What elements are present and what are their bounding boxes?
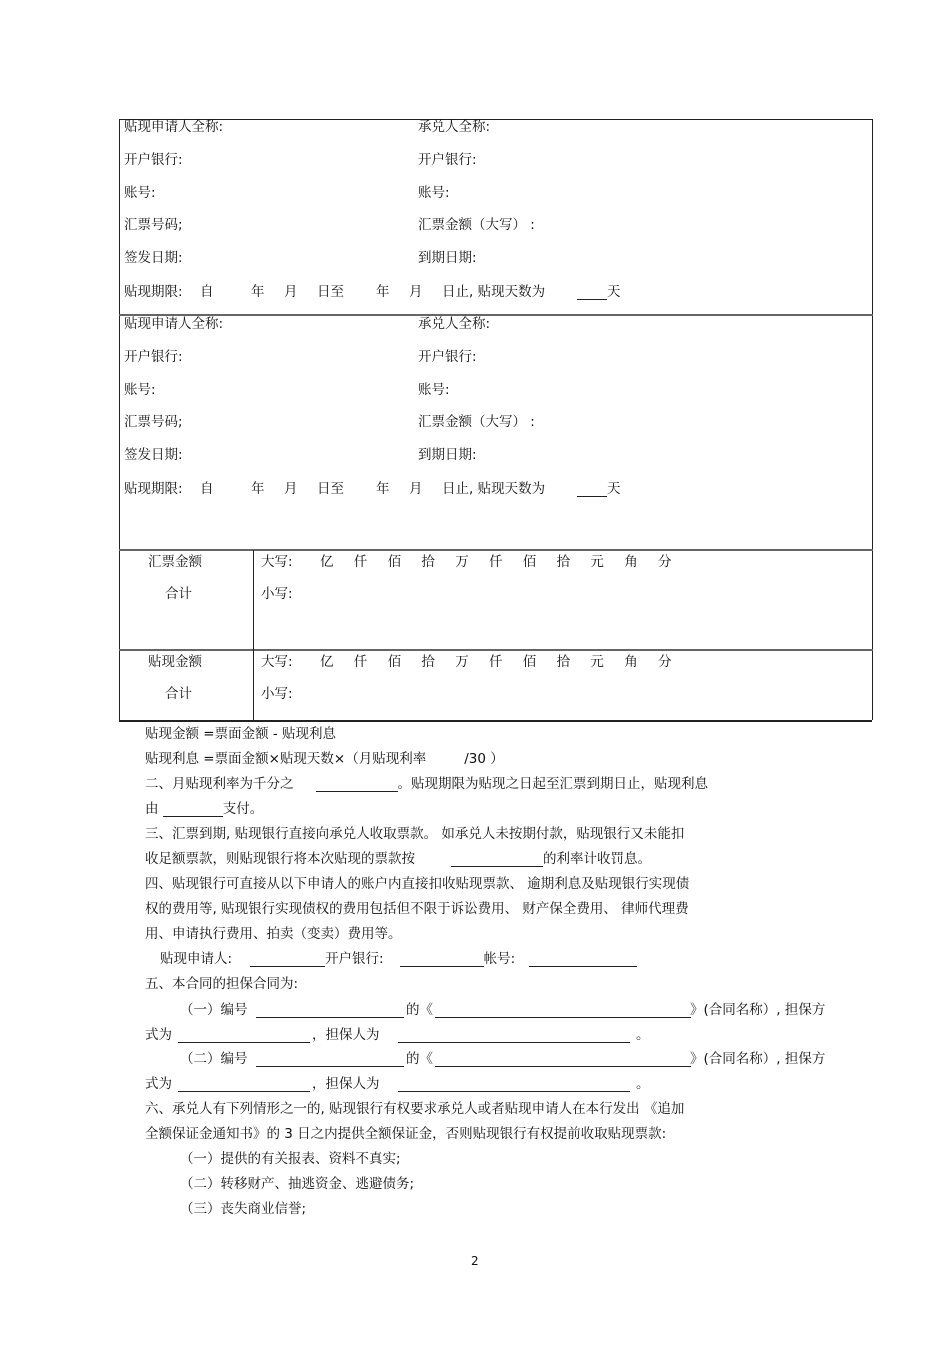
field-label-applicant: 贴现申请人全称: (124, 316, 224, 332)
clause-2-line2 (145, 801, 263, 817)
field-label-acct-l: 账号: (124, 185, 156, 201)
unit-0: 亿 (320, 554, 334, 570)
period-text: 月 (284, 481, 298, 497)
period-text: 年 (251, 284, 265, 300)
guarantee-no-label: （二）编号 (180, 1051, 248, 1067)
clause-4-line3: 用、申请执行费用、拍卖（变卖）费用等。 (145, 926, 402, 942)
unit-10: 分 (658, 554, 672, 570)
field-label-billno: 汇票号码; (124, 414, 183, 430)
clause-text: 支付。 (222, 801, 264, 817)
unit-8: 元 (590, 554, 604, 570)
clause-5: 五、本合同的担保合同为: (145, 976, 299, 992)
total-label: 汇票金额 (148, 554, 202, 570)
field-label-due: 到期日期: (418, 447, 477, 463)
formula-discount-amount: 贴现金额 =票面金额 - 贴现利息 (145, 726, 337, 742)
uppercase-label: 大写: (261, 554, 293, 570)
applicant-label: 贴现申请人: (160, 951, 233, 967)
formula-text: 贴现利息 =票面金额×贴现天数×（月贴现利率 (145, 751, 427, 767)
unit-7: 拾 (556, 554, 571, 570)
field-label-bank-r: 开户银行: (418, 152, 477, 168)
formula-discount-interest (145, 751, 504, 767)
contract-name-blank[interactable] (435, 1002, 691, 1018)
unit-8: 元 (590, 654, 604, 670)
unit-5: 仟 (489, 554, 503, 570)
contract-open-quote: 的《 (406, 1002, 433, 1018)
clause-text: 的利率计收罚息。 (543, 851, 651, 867)
clause-4-line2: 权的费用等, 贴现银行实现债权的费用包括但不限于诉讼费用、 财产保全费用、 律师代理费 (145, 901, 689, 917)
clause-6-line1: 六、承兑人有下列情形之一的, 贴现银行有权要求承兑人或者贴现申请人在本行发出 《追加 (145, 1101, 685, 1117)
guarantor-label: ，担保人为 (312, 1027, 380, 1043)
lowercase-label: 小写: (261, 586, 293, 602)
rate-blank[interactable] (316, 777, 398, 792)
period-text: 日止, 贴现天数为 (442, 481, 546, 497)
contract-close-quote: 》(合同名称）, 担保方 (690, 1051, 826, 1067)
clause-2-line1 (145, 776, 708, 792)
lowercase-label: 小写: (261, 686, 293, 702)
field-label-bank-l: 开户银行: (124, 152, 183, 168)
period-text: 日止, 贴现天数为 (442, 284, 546, 300)
unit-2: 佰 (387, 554, 402, 570)
field-label-amount: 汇票金额（大写） : (418, 217, 535, 233)
applicant-blank[interactable] (250, 952, 325, 967)
unit-1: 仟 (353, 554, 368, 570)
unit-1: 仟 (353, 654, 368, 670)
clause-3-line2 (145, 851, 651, 867)
clause-text: 由 (145, 801, 159, 817)
table-border-top (119, 119, 872, 120)
total-label: 合计 (165, 686, 192, 702)
field-label-acct-l: 账号: (124, 382, 156, 398)
clause-6-item: （二）转移财产、抽逃资金、逃避债务; (180, 1176, 415, 1192)
bank-label: 开户银行: (325, 951, 384, 967)
period-text: 月 (409, 284, 423, 300)
guarantee-mode-blank[interactable] (178, 1027, 310, 1043)
bank-blank[interactable] (400, 952, 484, 967)
field-label-bank-r: 开户银行: (418, 349, 477, 365)
guarantee-no-label: （一）编号 (180, 1002, 248, 1018)
unit-6: 佰 (522, 554, 537, 570)
days-blank[interactable] (577, 284, 607, 300)
clause-3-line1: 三、汇票到期, 贴现银行直接向承兑人收取票款。 如承兑人未按期付款，贴现银行又未能扣 (145, 826, 685, 842)
contract-close-quote: 》(合同名称）, 担保方 (690, 1002, 826, 1018)
unit-10: 分 (658, 654, 672, 670)
clause-4-line1: 四、贴现银行可直接从以下申请人的账户内直接扣收贴现票款、 逾期利息及贴现银行实现债 (145, 876, 690, 892)
contract-no-blank[interactable] (256, 1002, 404, 1018)
guarantor-blank[interactable] (398, 1027, 630, 1043)
unit-3: 拾 (421, 554, 435, 570)
period-text: 月 (284, 284, 298, 300)
table-border-right (872, 119, 873, 720)
unit-7: 拾 (556, 654, 571, 670)
table-divider (119, 314, 873, 316)
period-text: 贴现期限: (124, 284, 183, 300)
unit-0: 亿 (320, 654, 334, 670)
guarantor-label: ，担保人为 (312, 1076, 380, 1092)
period-text: 年 (376, 284, 390, 300)
table-border-bottom (119, 720, 872, 722)
field-label-issue: 签发日期: (124, 250, 183, 266)
period-text: 年 (376, 481, 390, 497)
payer-blank[interactable] (163, 802, 223, 817)
guarantee-mode-label: 式为 (145, 1027, 172, 1043)
period-text: 日至 (317, 284, 344, 300)
table-divider (119, 649, 873, 651)
page-number: 2 (471, 1254, 479, 1268)
period-mark: 。 (636, 1027, 650, 1043)
guarantor-blank[interactable] (398, 1076, 630, 1092)
clause-6-item: （一）提供的有关报表、资料不真实; (180, 1151, 401, 1167)
clause-text: 二、月贴现利率为千分之 (145, 776, 294, 792)
unit-3: 拾 (421, 654, 435, 670)
period-text: 天 (607, 284, 621, 300)
clause-text: 。贴现期限为贴现之日起至汇票到期日止，贴现利息 (397, 776, 708, 792)
unit-9: 角 (624, 554, 638, 570)
formula-text: /30 ） (464, 751, 504, 767)
clause-6-line2: 全额保证金通知书》的 3 日之内提供全额保证金，否则贴现银行有权提前收取贴现票款: (145, 1126, 667, 1142)
account-blank[interactable] (529, 952, 637, 967)
field-label-billno: 汇票号码; (124, 217, 183, 233)
field-label-acct-r: 账号: (418, 185, 450, 201)
guarantee-mode-blank[interactable] (178, 1076, 310, 1092)
contract-no-blank[interactable] (256, 1051, 404, 1067)
field-label-issue: 签发日期: (124, 447, 183, 463)
field-label-acceptor: 承兑人全称: (418, 119, 491, 135)
contract-name-blank[interactable] (435, 1051, 691, 1067)
field-label-amount: 汇票金额（大写） : (418, 414, 535, 430)
period-text: 自 (200, 481, 214, 497)
total-label: 贴现金额 (148, 654, 202, 670)
guarantee-mode-label: 式为 (145, 1076, 172, 1092)
period-text: 贴现期限: (124, 481, 183, 497)
table-border-left (119, 119, 120, 720)
account-label: 帐号: (483, 951, 516, 967)
clause-6-item: （三）丧失商业信誉; (180, 1201, 307, 1217)
period-text: 月 (409, 481, 423, 497)
field-label-acceptor: 承兑人全称: (418, 316, 491, 332)
unit-4: 万 (455, 654, 469, 670)
unit-5: 仟 (489, 654, 503, 670)
table-divider (119, 549, 873, 551)
days-blank[interactable] (577, 481, 607, 497)
period-text: 自 (200, 284, 214, 300)
field-label-acct-r: 账号: (418, 382, 450, 398)
contract-open-quote: 的《 (406, 1051, 433, 1067)
period-mark: 。 (636, 1076, 650, 1092)
unit-2: 佰 (387, 654, 402, 670)
uppercase-label: 大写: (261, 654, 293, 670)
period-text: 年 (251, 481, 265, 497)
unit-4: 万 (455, 554, 469, 570)
unit-9: 角 (624, 654, 638, 670)
table-inner-divider (253, 550, 254, 720)
period-text: 日至 (317, 481, 344, 497)
penalty-rate-blank[interactable] (451, 852, 543, 867)
field-label-due: 到期日期: (418, 250, 477, 266)
total-label: 合计 (165, 586, 192, 602)
unit-6: 佰 (522, 654, 537, 670)
clause-4-accounts (160, 951, 637, 967)
clause-text: 收足额票款，则贴现银行将本次贴现的票款按 (145, 851, 415, 867)
field-label-bank-l: 开户银行: (124, 349, 183, 365)
field-label-applicant: 贴现申请人全称: (124, 119, 224, 135)
period-text: 天 (607, 481, 621, 497)
